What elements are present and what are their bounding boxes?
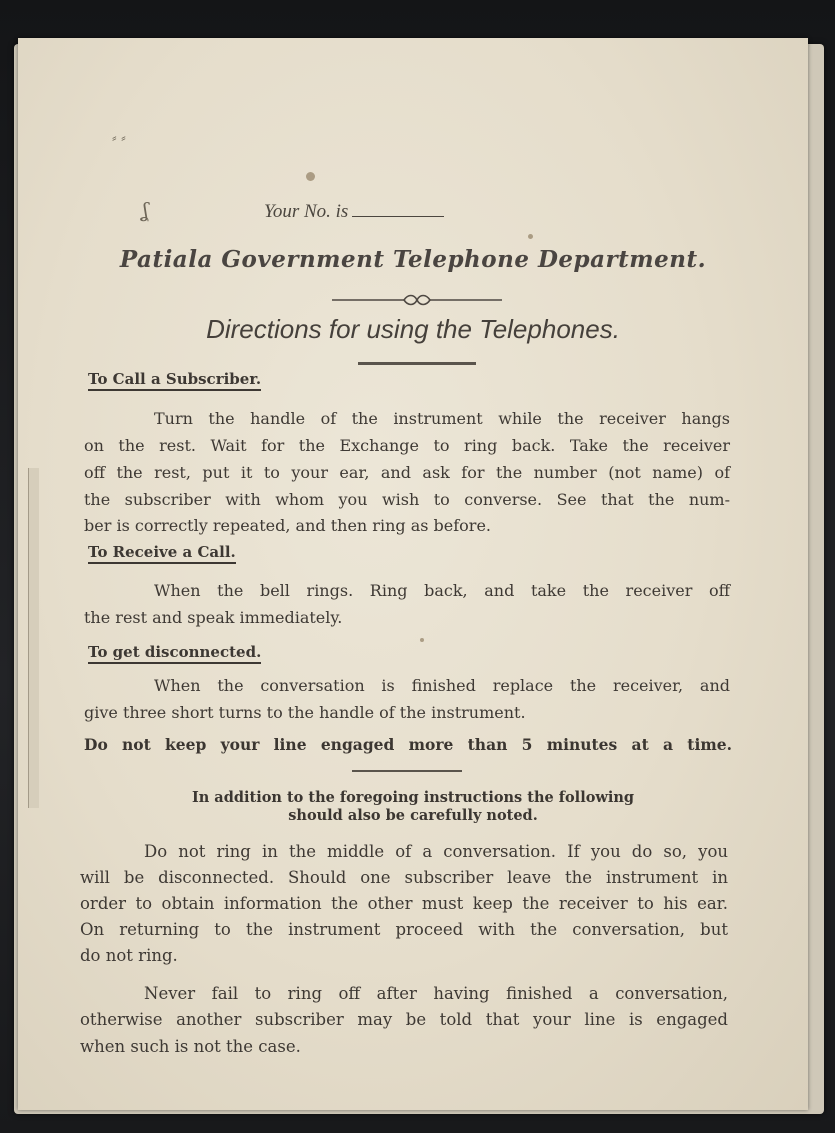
torn-page-edge <box>28 468 39 808</box>
your-number-label: Your No. is <box>264 201 349 222</box>
directions-title: Directions for using the Telephones. <box>206 314 620 344</box>
department-title: Patiala Government Telephone Department. <box>119 246 707 273</box>
section-text-line: When the conversation is finished replace the receiver, and <box>154 676 730 695</box>
section-text-line: ber is correctly repeated, and then ring as before. <box>84 516 491 535</box>
ink-spot <box>528 234 533 239</box>
number-blank-line <box>352 202 444 217</box>
addition-heading-line: In addition to the foregoing instructions the following <box>191 789 635 806</box>
your-number-field <box>264 201 444 223</box>
line-engaged-warning: Do not keep your line engaged more than 5 minutes at a time. <box>84 735 732 754</box>
section-text-line: on the rest. Wait for the Exchange to ring back. Take the receiver <box>84 436 730 455</box>
section-text-line: When the bell rings. Ring back, and take the receiver off <box>154 581 730 600</box>
notice-text-line: Do not ring in the middle of a conversation. If you do so, you <box>144 842 728 861</box>
document-page <box>18 38 808 1110</box>
notice-text-line: order to obtain information the other must keep the receiver to his ear. <box>80 894 728 913</box>
ink-spot <box>420 638 424 642</box>
section-text-line: the subscriber with whom you wish to converse. See that the num- <box>84 490 730 509</box>
notice-text-line: Never fail to ring off after having finished a conversation, <box>144 984 728 1003</box>
section-text-line: give three short turns to the handle of the instrument. <box>84 703 526 722</box>
section-divider <box>352 770 462 772</box>
notice-text-line: otherwise another subscriber may be told that your line is engaged <box>80 1010 728 1029</box>
notice-text-line: do not ring. <box>80 946 178 965</box>
notice-text-line: On returning to the instrument proceed with the conversation, but <box>80 920 728 939</box>
section-text-line: Turn the handle of the instrument while the receiver hangs <box>154 409 730 428</box>
pencil-mark: ʆ <box>142 198 149 222</box>
section-heading-call-subscriber: To Call a Subscriber. <box>88 370 261 391</box>
section-text-line: off the rest, put it to your ear, and ask for the number (not name) of <box>84 463 730 482</box>
ink-spot <box>306 172 315 181</box>
addition-heading-line: should also be carefully noted. <box>288 807 538 824</box>
notice-text-line: when such is not the case. <box>80 1037 301 1056</box>
pencil-mark: ⸗ ⸗ <box>112 130 126 146</box>
section-text-line: the rest and speak immediately. <box>84 608 343 627</box>
section-heading-receive-call: To Receive a Call. <box>88 543 236 564</box>
title-divider <box>358 362 476 365</box>
section-heading-get-disconnected: To get disconnected. <box>88 643 261 664</box>
notice-text-line: will be disconnected. Should one subscriber leave the instrument in <box>80 868 728 887</box>
flourish-divider-icon <box>332 294 502 306</box>
